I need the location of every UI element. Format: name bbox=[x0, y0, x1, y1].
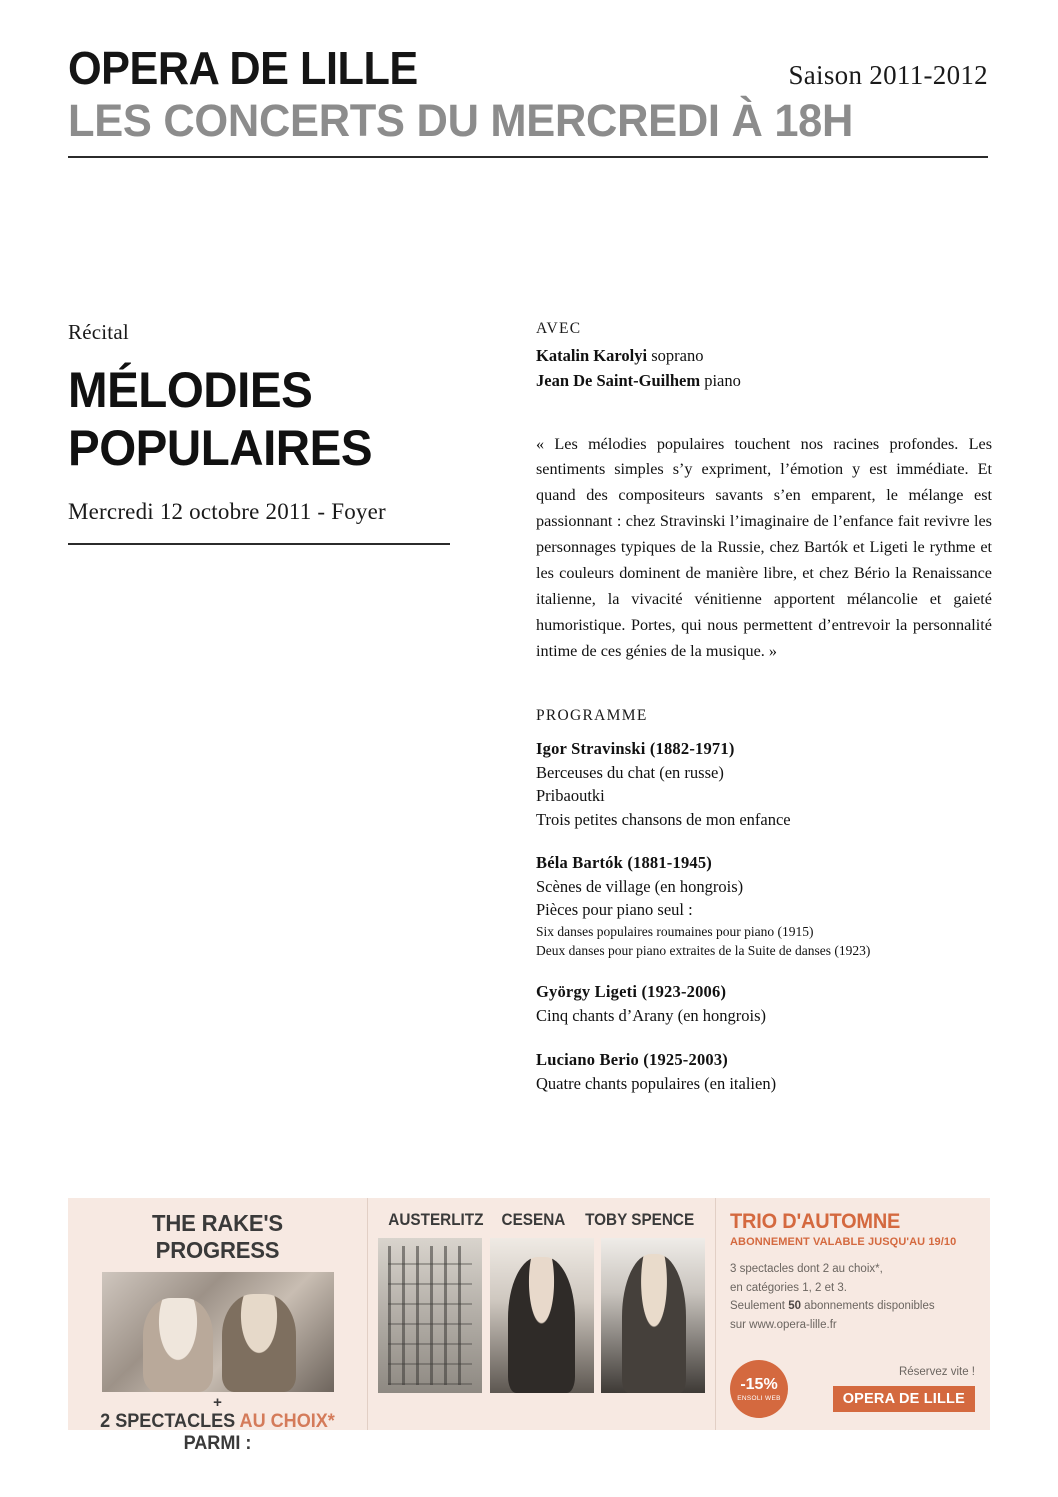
ad-subtitle-left: 2 SPECTACLES bbox=[100, 1411, 240, 1432]
ad-body-line-part: Seulement bbox=[730, 1300, 789, 1313]
header-top-row bbox=[68, 44, 988, 93]
work-piece: Trois petites chansons de mon enfance bbox=[536, 809, 791, 829]
performer-item bbox=[536, 344, 992, 369]
opera-logo: OPERA DE LILLE bbox=[833, 1386, 975, 1412]
ad-show-names bbox=[378, 1210, 705, 1230]
ad-subtitle-right: PARMI : bbox=[183, 1433, 252, 1454]
header-subtitle: LES CONCERTS DU MERCREDI À 18H bbox=[68, 95, 854, 146]
ad-body-line: 3 spectacles dont 2 au choix*, bbox=[730, 1263, 883, 1275]
ad-body bbox=[730, 1260, 975, 1335]
work-block bbox=[536, 982, 992, 1027]
opera-brand-title: OPERA DE LILLE bbox=[68, 42, 418, 94]
ad-body-count: 50 bbox=[788, 1300, 801, 1313]
work-piece: Cinq chants d’Arany (en hongrois) bbox=[536, 1006, 767, 1026]
discount-value: -15% bbox=[740, 1376, 778, 1393]
season-label: Saison 2011-2012 bbox=[788, 60, 988, 90]
ad-subtitle-highlight: AU CHOIX* bbox=[239, 1411, 335, 1432]
work-piece: Quatre chants populaires (en italien) bbox=[536, 1073, 777, 1093]
ad-photo bbox=[102, 1272, 334, 1392]
performer-role: soprano bbox=[647, 346, 704, 365]
work-piece: Scènes de village (en hongrois) bbox=[536, 877, 744, 897]
left-column bbox=[68, 320, 458, 545]
ad-bottom-row bbox=[730, 1360, 975, 1418]
ad-subtitle bbox=[89, 1411, 346, 1455]
work-piece-detail: Deux danses pour piano extraites de la Suite de danses (1923) bbox=[536, 943, 871, 959]
ad-website-line[interactable]: sur www.opera-lille.fr bbox=[730, 1318, 837, 1331]
composer-name: Béla Bartók (1881-1945) bbox=[536, 853, 712, 873]
composer-name: Igor Stravinski (1882-1971) bbox=[536, 738, 735, 758]
ad-photo bbox=[490, 1238, 594, 1393]
event-title bbox=[68, 361, 439, 477]
ad-body-line: en catégories 1, 2 et 3. bbox=[730, 1281, 847, 1294]
composer-name: György Ligeti (1923-2006) bbox=[536, 982, 727, 1002]
composer-name: Luciano Berio (1925-2003) bbox=[536, 1049, 728, 1069]
ad-rakes-progress[interactable] bbox=[68, 1198, 368, 1454]
ad-photo bbox=[601, 1238, 705, 1393]
ad-photo bbox=[378, 1238, 482, 1393]
programme-quote: « Les mélodies populaires touchent nos racines profondes. Les sentiments simples s’y expriment, l’émotion y est immédiate. Et quand des compositeurs savants s’en emparent, le mélange est passionnant : chez Stravinski l’imaginaire de l’enfance fait revivre les personnages typiques de la Russie, chez Bartók et Ligeti le rythme et les couleurs dominent de manière libre, et chez Bério la Renaissance italienne, la vivacité vénitienne apportent mélancolie et gaieté humoristique. Portes, qui nous permettent d’entrevoir la personnalité intime de ces génies de la musique. » bbox=[536, 434, 992, 660]
work-block bbox=[536, 853, 992, 960]
ad-three-shows[interactable] bbox=[368, 1198, 716, 1430]
event-title-line-1: MÉLODIES bbox=[68, 362, 313, 418]
performer-item bbox=[536, 369, 992, 394]
ad-title: THE RAKE'S PROGRESS bbox=[152, 1210, 283, 1263]
ad-subtitle: ABONNEMENT VALABLE JUSQU'AU 19/10 bbox=[730, 1236, 957, 1248]
performer-role: piano bbox=[700, 370, 741, 390]
ad-title: TRIO D'AUTOMNE bbox=[730, 1210, 901, 1233]
discount-note: ENSOLI WEB bbox=[737, 1395, 781, 1402]
ad-body-line bbox=[730, 1297, 975, 1316]
plus-symbol: + bbox=[213, 1394, 222, 1411]
poster-header bbox=[68, 44, 988, 158]
performer-name: Katalin Karolyi bbox=[536, 346, 648, 365]
show-name: CESENA bbox=[501, 1210, 566, 1229]
footer-advert-strip bbox=[68, 1198, 990, 1454]
header-divider bbox=[68, 156, 988, 158]
programme-label: PROGRAMME bbox=[536, 706, 648, 724]
performer-name: Jean De Saint-Guilhem bbox=[536, 370, 701, 390]
ad-photo-strip bbox=[378, 1238, 705, 1393]
ad-cta-block bbox=[833, 1366, 975, 1412]
left-column-divider bbox=[68, 543, 450, 545]
discount-badge bbox=[730, 1360, 788, 1418]
ad-body-line-part: abonnements disponibles bbox=[800, 1300, 935, 1313]
work-block bbox=[536, 739, 992, 831]
show-name: AUSTERLITZ bbox=[388, 1210, 484, 1229]
event-date-venue: Mercredi 12 octobre 2011 - Foyer bbox=[68, 499, 386, 524]
show-name: TOBY SPENCE bbox=[584, 1210, 695, 1229]
right-column bbox=[536, 320, 992, 1117]
work-block bbox=[536, 1050, 992, 1095]
performers-list bbox=[536, 344, 992, 394]
work-piece: Berceuses du chat (en russe) bbox=[536, 762, 724, 782]
work-piece: Pribaoutki bbox=[536, 786, 605, 806]
programme-works bbox=[536, 739, 992, 1095]
event-title-line-2: POPULAIRES bbox=[68, 420, 373, 476]
event-kicker: Récital bbox=[68, 320, 129, 344]
ad-trio-automne[interactable] bbox=[716, 1198, 989, 1430]
work-piece-detail: Six danses populaires roumaines pour piano (1915) bbox=[536, 923, 814, 939]
reserve-cta: Réservez vite ! bbox=[898, 1366, 975, 1378]
work-piece: Pièces pour piano seul : bbox=[536, 900, 693, 920]
avec-label: AVEC bbox=[536, 320, 582, 337]
